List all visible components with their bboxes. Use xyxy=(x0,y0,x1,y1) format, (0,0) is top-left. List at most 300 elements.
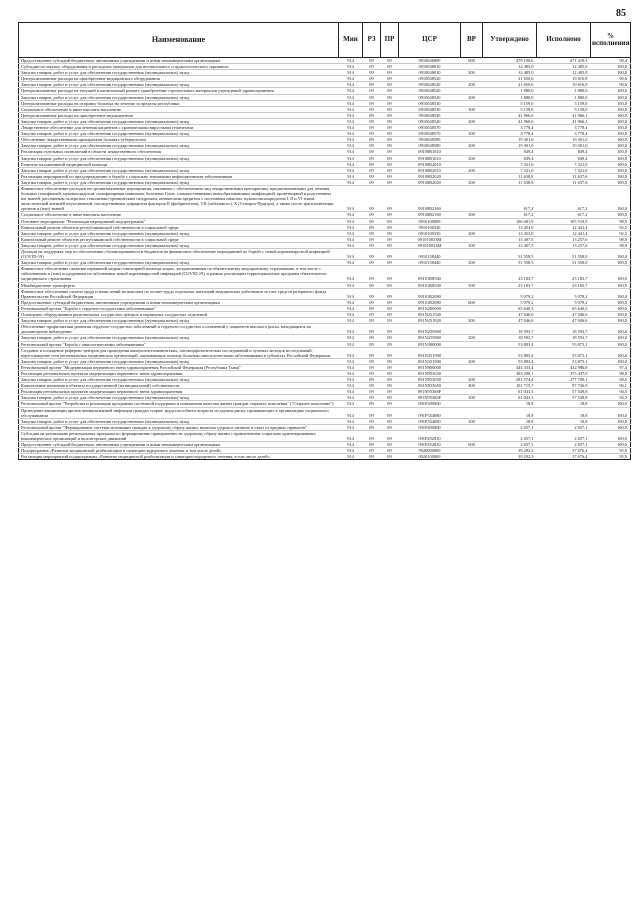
cell-executed: 2 657,1 xyxy=(537,424,591,430)
cell-name: Закупка товаров, работ и услуг для обеспечения государственных (муниципальных) нужд xyxy=(19,179,339,185)
cell-csr: 091N300000 xyxy=(399,341,461,347)
cell-percent: 97,4 xyxy=(591,364,631,370)
cell-executed: 23 183,7 xyxy=(537,282,591,288)
cell-name: Реализация мероприятий по предупреждению и борьбе с социально значимыми инфекционными заболеваниями xyxy=(19,173,339,179)
cell-pr: 09 xyxy=(381,143,399,149)
cell-pr: 09 xyxy=(381,389,399,395)
column-header-pr: ПР xyxy=(381,23,399,58)
cell-name: Финансовое обеспечение оплаты труда и начислений на выплаты по оплате труда отдельных категорий медицинских работников за счет средств резервного фонда Правительства Российской Федерации xyxy=(19,288,339,299)
cell-vr: 200 xyxy=(461,179,483,185)
cell-pr: 09 xyxy=(381,288,399,299)
cell-rz: 09 xyxy=(363,161,381,167)
cell-percent: 98,9 xyxy=(591,242,631,248)
cell-pr: 09 xyxy=(381,395,399,401)
cell-executed: 51 558,0 xyxy=(537,260,591,266)
cell-rz: 09 xyxy=(363,112,381,118)
cell-percent: 95,9 xyxy=(591,448,631,454)
cell-vr: 600 xyxy=(461,58,483,64)
cell-pr: 09 xyxy=(381,418,399,424)
cell-executed: 1 880,0 xyxy=(537,94,591,100)
cell-executed: 12 441,4 xyxy=(537,230,591,236)
cell-approved: 13 453,0 xyxy=(483,224,537,230)
cell-approved: 5 159,0 xyxy=(483,100,537,106)
cell-min: 914 xyxy=(339,401,363,407)
cell-rz: 09 xyxy=(363,249,381,260)
cell-executed: 277 700,1 xyxy=(537,377,591,383)
cell-approved: 65 640,3 xyxy=(483,305,537,311)
cell-approved: 21 650,6 xyxy=(483,76,537,82)
cell-name: Закупка товаров, работ и услуг для обеспечения государственных (муниципальных) нужд xyxy=(19,167,339,173)
cell-pr: 09 xyxy=(381,364,399,370)
cell-min: 914 xyxy=(339,424,363,430)
cell-name: Централизованные расходы на отправку больных на лечение за пределы республики xyxy=(19,100,339,106)
cell-min: 914 xyxy=(339,70,363,76)
cell-rz: 09 xyxy=(363,288,381,299)
cell-rz: 09 xyxy=(363,82,381,88)
cell-approved: 617,2 xyxy=(483,212,537,218)
cell-vr: 200 xyxy=(461,167,483,173)
cell-name: Закупка товаров, работ и услуг для обеспечения государственных (муниципальных) нужд xyxy=(19,418,339,424)
cell-percent: 100,0 xyxy=(591,430,631,441)
cell-vr: 400 xyxy=(461,383,483,389)
cell-pr: 09 xyxy=(381,161,399,167)
cell-approved: 5 079,2 xyxy=(483,299,537,305)
cell-approved: 12 485,0 xyxy=(483,64,537,70)
cell-name: Закупка товаров, работ и услуг для обеспечения государственных (муниципальных) нужд xyxy=(19,260,339,266)
cell-approved: 39 292,3 xyxy=(483,454,537,460)
cell-csr: 0920100000 xyxy=(399,454,461,460)
cell-pr: 09 xyxy=(381,230,399,236)
cell-vr xyxy=(461,324,483,335)
cell-executed: 11 637,6 xyxy=(537,173,591,179)
cell-rz: 09 xyxy=(363,125,381,131)
cell-executed: 13 257,6 xyxy=(537,236,591,242)
cell-min: 914 xyxy=(339,407,363,418)
cell-min: 914 xyxy=(339,242,363,248)
cell-vr xyxy=(461,430,483,441)
cell-pr: 09 xyxy=(381,167,399,173)
cell-csr: 091N953650 xyxy=(399,377,461,383)
cell-rz: 09 xyxy=(363,395,381,401)
cell-percent: 98,9 xyxy=(591,218,631,224)
cell-name: Закупка товаров, работ и услуг для обеспечения государственных (муниципальных) нужд xyxy=(19,377,339,383)
cell-executed: 57 549,8 xyxy=(537,389,591,395)
cell-name: Региональный проект "Борьба с сердечно-сосудистыми заболеваниями" xyxy=(19,305,339,311)
cell-csr: 09101R2080 xyxy=(399,288,461,299)
cell-min: 914 xyxy=(339,64,363,70)
cell-approved: 101 715,7 xyxy=(483,383,537,389)
cell-approved: 19 301,0 xyxy=(483,143,537,149)
cell-min: 914 xyxy=(339,282,363,288)
cell-rz: 09 xyxy=(363,347,381,358)
cell-min: 914 xyxy=(339,230,363,236)
cell-pr: 09 xyxy=(381,424,399,430)
cell-rz: 09 xyxy=(363,418,381,424)
cell-csr: 09100R2160 xyxy=(399,185,461,211)
cell-approved: 2 657,1 xyxy=(483,430,537,441)
cell-pr: 09 xyxy=(381,448,399,454)
cell-rz: 09 xyxy=(363,137,381,143)
cell-percent: 98,4 xyxy=(591,58,631,64)
cell-vr: 200 xyxy=(461,94,483,100)
cell-csr: 0910100330 xyxy=(399,230,461,236)
cell-rz: 09 xyxy=(363,377,381,383)
cell-executed: 12 485,0 xyxy=(537,70,591,76)
cell-approved: 5 159,0 xyxy=(483,106,537,112)
cell-csr: 091N251920 xyxy=(399,312,461,318)
table-row xyxy=(19,249,631,260)
cell-csr: 091010033М xyxy=(399,236,461,242)
column-header-executed: Исполнено xyxy=(537,23,591,58)
cell-csr: 0910046900 xyxy=(399,58,461,64)
cell-pr: 09 xyxy=(381,401,399,407)
cell-approved: 18 593,7 xyxy=(483,335,537,341)
cell-vr: 200 xyxy=(461,118,483,124)
cell-min: 914 xyxy=(339,161,363,167)
cell-executed: 5 159,0 xyxy=(537,100,591,106)
cell-min: 914 xyxy=(339,125,363,131)
cell-rz: 09 xyxy=(363,218,381,224)
cell-name: Централизованные расходы на приобретение медицинского оборудования xyxy=(19,76,339,82)
header-row xyxy=(19,23,631,58)
cell-name: Капитальные вложения в объекты государственной (муниципальной) собственности xyxy=(19,383,339,389)
cell-csr: 091N251920 xyxy=(399,318,461,324)
cell-min: 914 xyxy=(339,82,363,88)
cell-csr: 0910048520 xyxy=(399,94,461,100)
cell-percent: 100,0 xyxy=(591,88,631,94)
cell-rz: 09 xyxy=(363,76,381,82)
cell-csr: 09101R2080 xyxy=(399,299,461,305)
table-row xyxy=(19,407,631,418)
cell-name: Предоставление субсидий бюджетным, автономным учреждениям и иным некоммерческим организациям xyxy=(19,58,339,64)
cell-approved: 41 966,6 xyxy=(483,118,537,124)
cell-percent: 100,0 xyxy=(591,324,631,335)
cell-pr: 09 xyxy=(381,94,399,100)
cell-rz: 09 xyxy=(363,88,381,94)
cell-pr: 09 xyxy=(381,407,399,418)
cell-percent: 100,0 xyxy=(591,118,631,124)
cell-rz: 09 xyxy=(363,318,381,324)
cell-csr: 091N953650 xyxy=(399,370,461,376)
cell-csr: 09100R2160 xyxy=(399,212,461,218)
cell-min: 914 xyxy=(339,236,363,242)
cell-csr: 091P452810 xyxy=(399,442,461,448)
cell-vr: 300 xyxy=(461,212,483,218)
cell-csr: 091P400000 xyxy=(399,424,461,430)
cell-executed: 47 046,6 xyxy=(537,318,591,324)
cell-pr: 09 xyxy=(381,137,399,143)
cell-approved: 11 638,8 xyxy=(483,173,537,179)
cell-approved: 1 880,0 xyxy=(483,88,537,94)
cell-csr: 09101R8540 xyxy=(399,282,461,288)
cell-rz: 09 xyxy=(363,179,381,185)
cell-executed: 7 321,0 xyxy=(537,167,591,173)
cell-percent: 100,0 xyxy=(591,125,631,131)
cell-approved: 23 183,7 xyxy=(483,266,537,282)
cell-pr: 09 xyxy=(381,454,399,460)
cell-rz: 09 xyxy=(363,430,381,441)
cell-name: Предоставление субсидий бюджетным, автономным учреждениям и иным некоммерческим организациям xyxy=(19,299,339,305)
cell-csr: 091N351900 xyxy=(399,358,461,364)
cell-rz: 09 xyxy=(363,341,381,347)
cell-min: 914 xyxy=(339,94,363,100)
cell-approved: 11 638,8 xyxy=(483,179,537,185)
table-row xyxy=(19,185,631,211)
cell-name: Развитие паллиативной медицинской помощи xyxy=(19,161,339,167)
cell-percent: 98,6 xyxy=(591,377,631,383)
cell-name: Социальное обеспечение и иные выплаты населению xyxy=(19,212,339,218)
cell-percent: 100,0 xyxy=(591,312,631,318)
cell-min: 914 xyxy=(339,442,363,448)
cell-approved: 106 681,9 xyxy=(483,218,537,224)
cell-executed: 13 257,6 xyxy=(537,242,591,248)
cell-percent: 100,0 xyxy=(591,212,631,218)
cell-vr: 200 xyxy=(461,70,483,76)
cell-percent: 100,0 xyxy=(591,358,631,364)
cell-vr: 500 xyxy=(461,282,483,288)
cell-rz: 09 xyxy=(363,305,381,311)
cell-percent: 94,3 xyxy=(591,389,631,395)
cell-pr: 09 xyxy=(381,155,399,161)
cell-name: Субсидия на реализацию региональных программ по формированию приверженности здоровому образу жизни с привлечением социально ориентированных некоммерческих организаций и волонтерских движений xyxy=(19,430,339,441)
cell-min: 914 xyxy=(339,358,363,364)
cell-percent: 100,0 xyxy=(591,401,631,407)
cell-csr: 0920000000 xyxy=(399,448,461,454)
cell-percent: 100,0 xyxy=(591,341,631,347)
cell-csr: 091N200000 xyxy=(399,305,461,311)
cell-name: Межбюджетные трансферты xyxy=(19,282,339,288)
cell-name: Подпрограмма «Развитие медицинской реабилитации и санаторно-курортного лечения, в том числе детей» xyxy=(19,448,339,454)
cell-approved: 51 558,5 xyxy=(483,249,537,260)
cell-rz: 09 xyxy=(363,424,381,430)
column-header-name: Наименование xyxy=(19,23,339,58)
cell-vr: 200 xyxy=(461,318,483,324)
cell-vr xyxy=(461,407,483,418)
cell-percent: 100,0 xyxy=(591,100,631,106)
cell-min: 914 xyxy=(339,155,363,161)
cell-approved: 53 883,4 xyxy=(483,347,537,358)
cell-pr: 09 xyxy=(381,82,399,88)
cell-vr xyxy=(461,347,483,358)
cell-executed: 37 676,4 xyxy=(537,454,591,460)
cell-name: Централизованные расходы на приобретение медикаментов xyxy=(19,112,339,118)
cell-vr xyxy=(461,266,483,282)
cell-percent: 100,0 xyxy=(591,288,631,299)
cell-pr: 09 xyxy=(381,118,399,124)
cell-rz: 09 xyxy=(363,212,381,218)
cell-pr: 09 xyxy=(381,358,399,364)
cell-approved: 1 880,0 xyxy=(483,94,537,100)
cell-vr: 200 xyxy=(461,242,483,248)
cell-approved: 7 321,0 xyxy=(483,161,537,167)
cell-rz: 09 xyxy=(363,143,381,149)
cell-min: 914 xyxy=(339,224,363,230)
cell-min: 914 xyxy=(339,149,363,155)
cell-percent: 100,0 xyxy=(591,137,631,143)
cell-rz: 09 xyxy=(363,335,381,341)
cell-min: 914 xyxy=(339,112,363,118)
cell-executed: 617,2 xyxy=(537,212,591,218)
table-body xyxy=(19,58,631,460)
cell-executed: 19 616,8 xyxy=(537,76,591,82)
cell-executed: 51 558,0 xyxy=(537,249,591,260)
cell-approved: 41 966,6 xyxy=(483,112,537,118)
cell-vr: 600 xyxy=(461,442,483,448)
cell-name: Социальное обеспечение и иные выплаты населению xyxy=(19,106,339,112)
cell-rz: 09 xyxy=(363,389,381,395)
cell-percent: 100,0 xyxy=(591,335,631,341)
cell-approved: 617,2 xyxy=(483,185,537,211)
cell-approved: 444 333,4 xyxy=(483,364,537,370)
cell-pr: 09 xyxy=(381,335,399,341)
cell-min: 914 xyxy=(339,395,363,401)
cell-min: 914 xyxy=(339,341,363,347)
cell-vr: 300 xyxy=(461,106,483,112)
cell-pr: 09 xyxy=(381,377,399,383)
cell-min: 914 xyxy=(339,179,363,185)
cell-executed: 18,8 xyxy=(537,401,591,407)
cell-percent: 100,0 xyxy=(591,112,631,118)
cell-rz: 09 xyxy=(363,224,381,230)
cell-csr: 09100R2020 xyxy=(399,179,461,185)
cell-csr: 091010033М xyxy=(399,242,461,248)
cell-percent: 100,0 xyxy=(591,173,631,179)
cell-executed: 2 657,1 xyxy=(537,442,591,448)
cell-pr: 09 xyxy=(381,212,399,218)
cell-executed: 5 159,0 xyxy=(537,106,591,112)
cell-rz: 09 xyxy=(363,167,381,173)
cell-executed: 57 549,8 xyxy=(537,395,591,401)
cell-approved: 47 046,6 xyxy=(483,312,537,318)
cell-executed: 53 875,1 xyxy=(537,358,591,364)
cell-vr xyxy=(461,185,483,211)
cell-percent: 100,0 xyxy=(591,299,631,305)
cell-executed: 1 880,0 xyxy=(537,88,591,94)
cell-rz: 09 xyxy=(363,442,381,448)
cell-executed: 12 485,0 xyxy=(537,64,591,70)
cell-executed: 18,8 xyxy=(537,407,591,418)
cell-csr: 0910158440 xyxy=(399,249,461,260)
cell-approved: 61 043,3 xyxy=(483,389,537,395)
column-header-approved: Утверждено xyxy=(483,23,537,58)
cell-csr: 091N900000 xyxy=(399,364,461,370)
cell-percent: 100,0 xyxy=(591,249,631,260)
cell-pr: 09 xyxy=(381,76,399,82)
cell-csr: 0910048010 xyxy=(399,70,461,76)
cell-name: Региональный проект "Формирование системы мотивации граждан к здоровому образу жизни, включая здоровое питание и отказ от вредных привычек" xyxy=(19,424,339,430)
cell-vr: 600 xyxy=(461,299,483,305)
cell-executed: 23 183,7 xyxy=(537,266,591,282)
cell-percent: 90,6 xyxy=(591,82,631,88)
cell-vr: 200 xyxy=(461,358,483,364)
cell-executed: 471 419,5 xyxy=(537,58,591,64)
cell-pr: 09 xyxy=(381,282,399,288)
cell-min: 914 xyxy=(339,389,363,395)
cell-vr xyxy=(461,288,483,299)
cell-min: 914 xyxy=(339,118,363,124)
cell-pr: 09 xyxy=(381,442,399,448)
cell-approved: 18,8 xyxy=(483,401,537,407)
cell-approved: 13 407,5 xyxy=(483,242,537,248)
cell-csr: 0910048540 xyxy=(399,118,461,124)
cell-name: Капитальный ремонт объектов республиканской собственности в социальной сфере xyxy=(19,224,339,230)
cell-pr: 09 xyxy=(381,305,399,311)
cell-min: 914 xyxy=(339,318,363,324)
cell-csr: 09101R8540 xyxy=(399,266,461,282)
cell-pr: 09 xyxy=(381,242,399,248)
cell-name: Создание и оснащение референс-центров для проведения иммуногистохимических, патоморфологических исследований и лучевых методов исследований, переоснащение сети региональных медицинских организаций, оказывающих помощь больным онкологическими заболеваниями в субъектах Российской Федерации xyxy=(19,347,339,358)
cell-name: Капитальный ремонт объектов республиканской собственности в социальной сфере xyxy=(19,236,339,242)
cell-approved: 21 650,6 xyxy=(483,82,537,88)
cell-vr: 200 xyxy=(461,143,483,149)
cell-name: Закупка товаров, работ и услуг для обеспечения государственных (муниципальных) нужд xyxy=(19,318,339,324)
cell-percent: 98,0 xyxy=(591,370,631,376)
table-row xyxy=(19,347,631,358)
cell-csr: 0910100000 xyxy=(399,218,461,224)
cell-percent: 100,0 xyxy=(591,106,631,112)
cell-percent: 100,0 xyxy=(591,318,631,324)
cell-rz: 09 xyxy=(363,383,381,389)
cell-csr: 0910048530 xyxy=(399,106,461,112)
cell-rz: 09 xyxy=(363,324,381,335)
cell-pr: 09 xyxy=(381,324,399,335)
cell-rz: 09 xyxy=(363,64,381,70)
cell-csr: 091P452810 xyxy=(399,430,461,441)
cell-approved: 479 100,6 xyxy=(483,58,537,64)
cell-pr: 09 xyxy=(381,266,399,282)
cell-min: 914 xyxy=(339,454,363,460)
cell-min: 914 xyxy=(339,370,363,376)
cell-approved: 849,4 xyxy=(483,149,537,155)
cell-min: 914 xyxy=(339,58,363,64)
cell-min: 914 xyxy=(339,100,363,106)
cell-executed: 41 966,1 xyxy=(537,118,591,124)
cell-rz: 09 xyxy=(363,448,381,454)
cell-csr: 0910048580 xyxy=(399,137,461,143)
cell-executed: 5 079,2 xyxy=(537,299,591,305)
cell-pr: 09 xyxy=(381,185,399,211)
cell-pr: 09 xyxy=(381,249,399,260)
cell-min: 914 xyxy=(339,137,363,143)
cell-rz: 09 xyxy=(363,236,381,242)
cell-min: 914 xyxy=(339,76,363,82)
cell-min: 914 xyxy=(339,260,363,266)
cell-rz: 09 xyxy=(363,266,381,282)
cell-name: Закупка товаров, работ и услуг для обеспечения государственных (муниципальных) нужд xyxy=(19,155,339,161)
cell-approved: 3 778,4 xyxy=(483,131,537,137)
cell-approved: 7 321,0 xyxy=(483,167,537,173)
cell-approved: 5 079,2 xyxy=(483,288,537,299)
cell-min: 914 xyxy=(339,377,363,383)
cell-name: Обеспечение профилактики развития сердечно-сосудистых заболеваний и сердечно-сосудистых осложнений у пациентов высокого риска, находящихся на диспансерном наблюдении xyxy=(19,324,339,335)
cell-approved: 12 485,0 xyxy=(483,70,537,76)
cell-percent: 98,9 xyxy=(591,236,631,242)
cell-min: 914 xyxy=(339,335,363,341)
cell-name: Проведение вакцинации против пневмококковой инфекции граждан старше трудоспособного возраста из группы риска, проживающих в организациях социального обслуживания xyxy=(19,407,339,418)
cell-pr: 09 xyxy=(381,112,399,118)
cell-name: Закупка товаров, работ и услуг для обеспечения государственных (муниципальных) нужд xyxy=(19,94,339,100)
cell-csr: 091N9536SF xyxy=(399,395,461,401)
cell-min: 914 xyxy=(339,249,363,260)
cell-percent: 100,0 xyxy=(591,161,631,167)
cell-pr: 09 xyxy=(381,318,399,324)
table-row xyxy=(19,288,631,299)
cell-vr: 200 xyxy=(461,395,483,401)
cell-rz: 09 xyxy=(363,370,381,376)
cell-rz: 09 xyxy=(363,358,381,364)
cell-approved: 2 657,1 xyxy=(483,424,537,430)
cell-percent: 100,0 xyxy=(591,347,631,358)
